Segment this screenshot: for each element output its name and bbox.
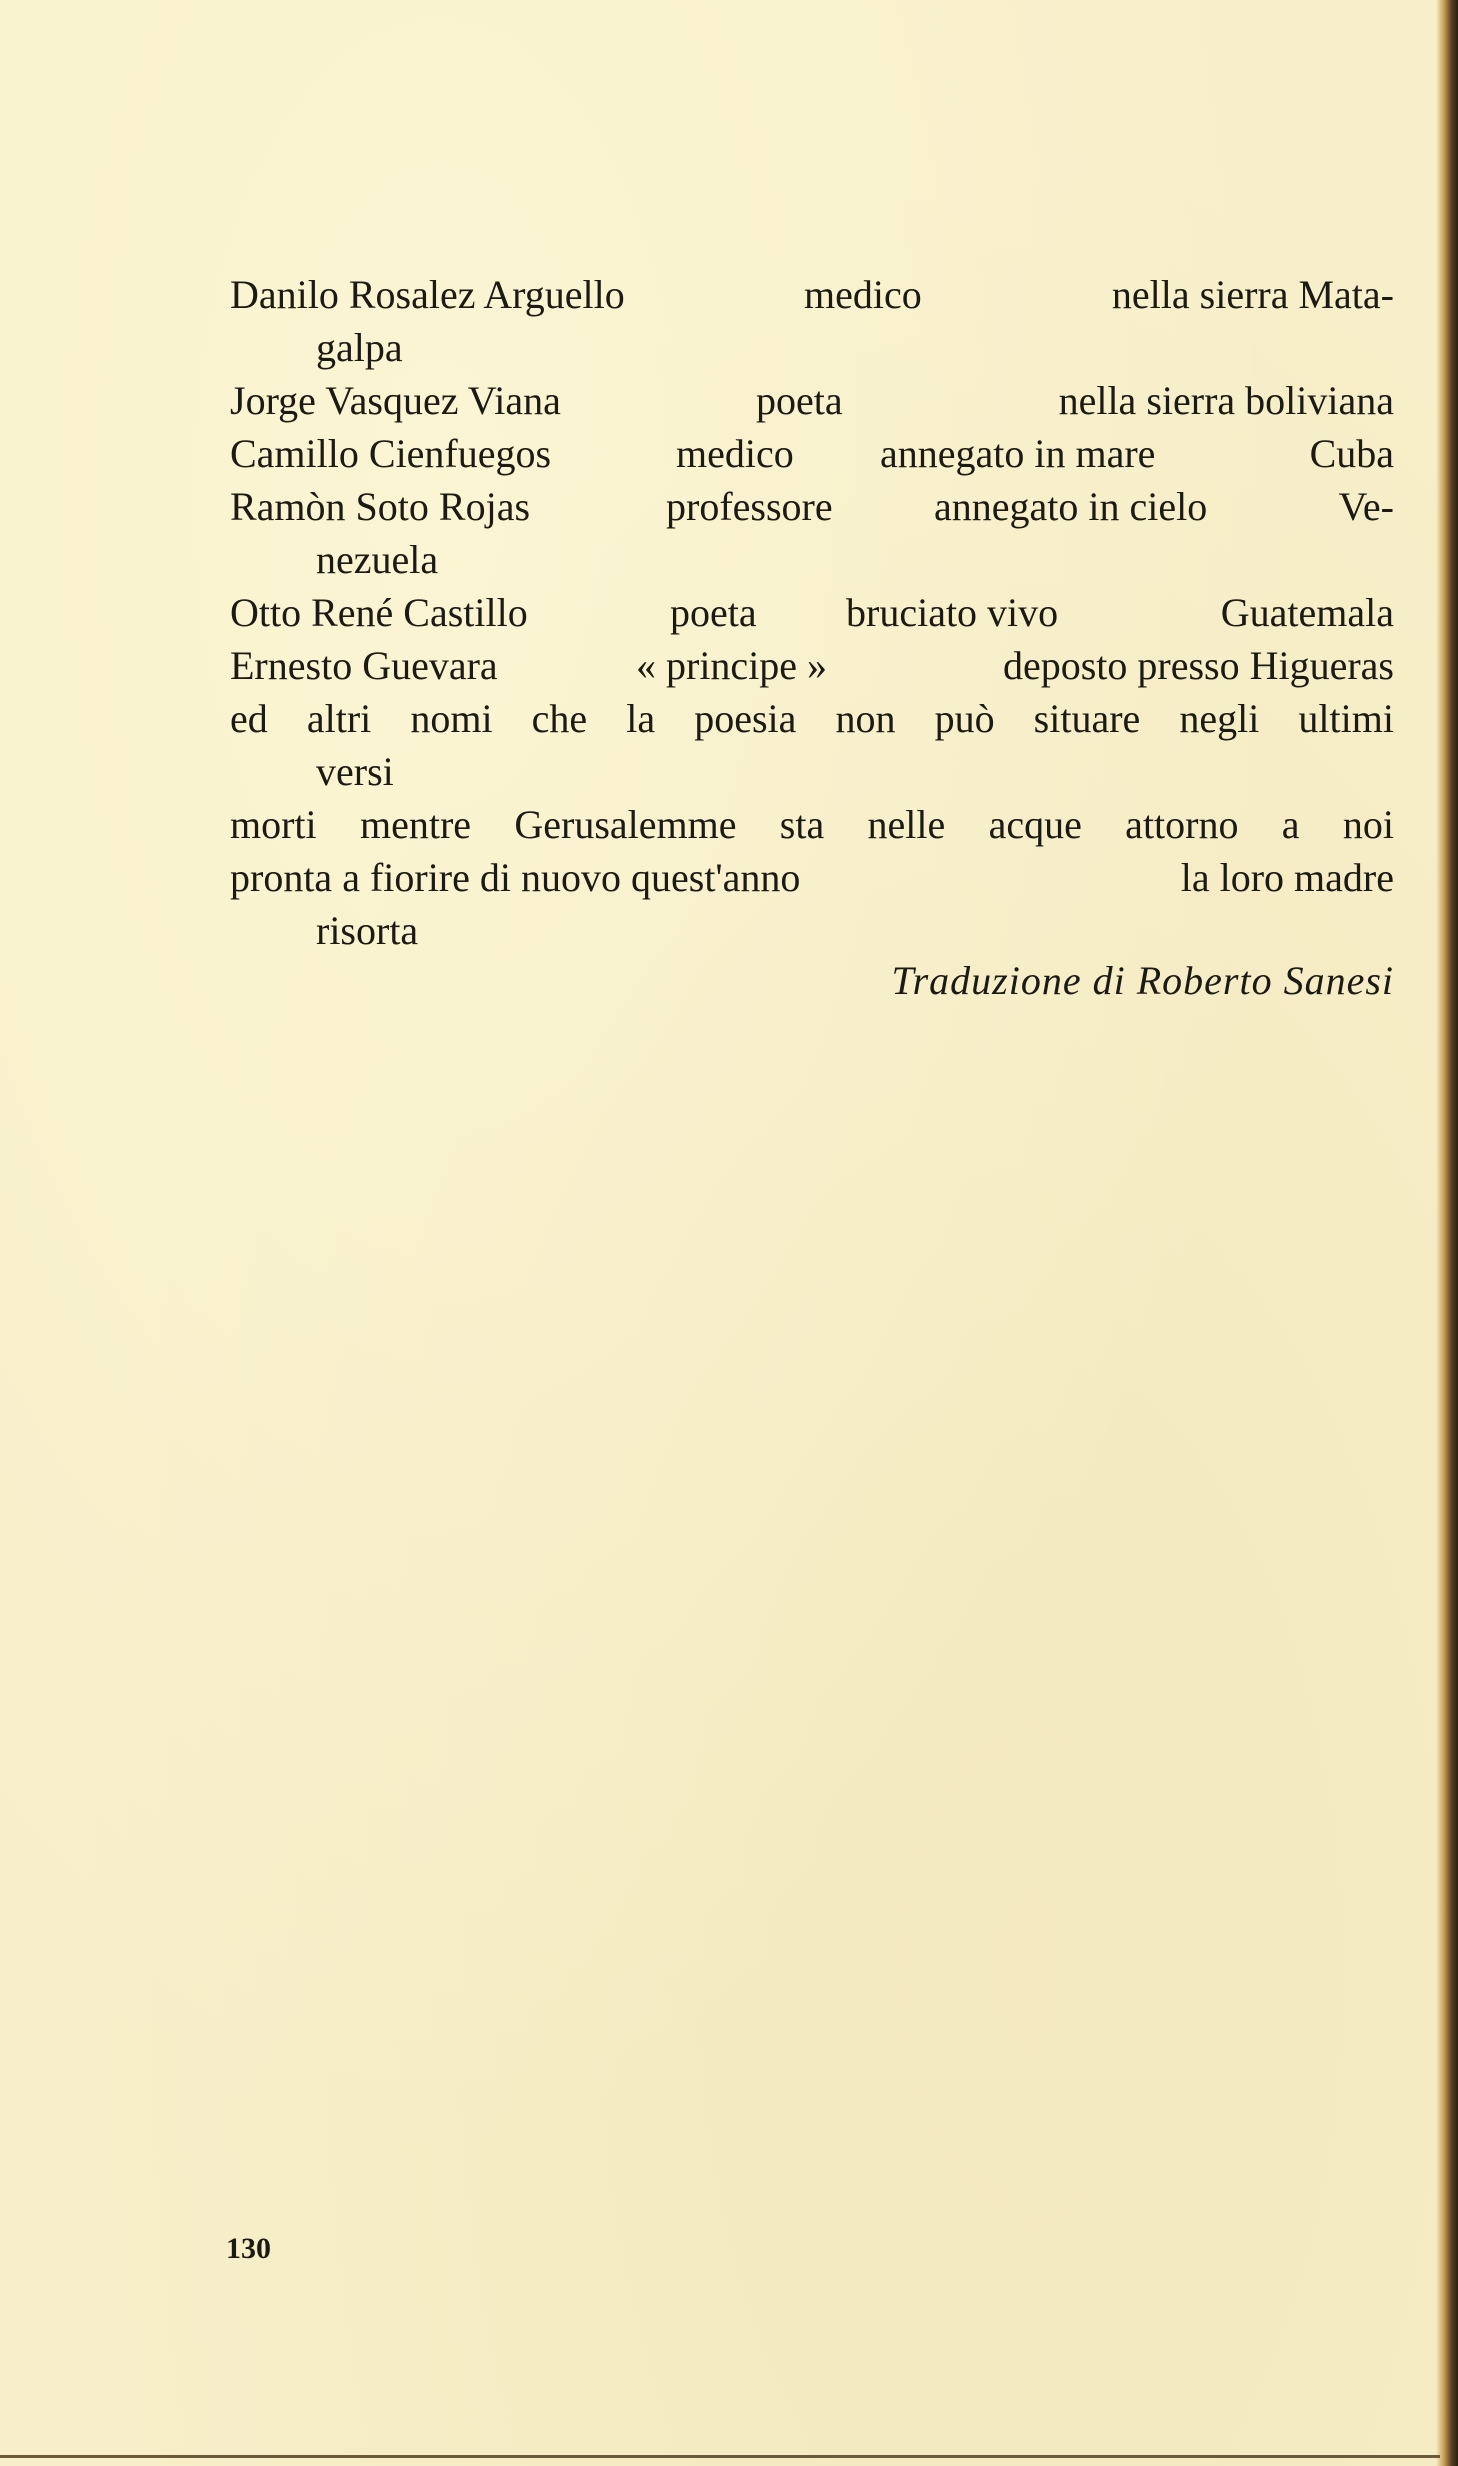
verse-name: Ernesto Guevara	[230, 643, 498, 688]
verse-place: deposto presso Higueras	[1002, 643, 1394, 688]
verse-fate: bruciato vivo	[846, 590, 1059, 635]
verse-role: poeta	[670, 590, 757, 635]
page-number: 130	[226, 2232, 271, 2265]
verse-line	[230, 268, 1394, 321]
verse-name: Camillo Cienfuegos	[230, 431, 552, 476]
verse-role: « principe »	[636, 643, 828, 688]
verse-role: medico	[676, 431, 794, 476]
verse-name: Danilo Rosalez Arguello	[230, 272, 625, 317]
verse-text: pronta a fiorire di nuovo quest'anno	[230, 855, 801, 900]
bottom-edge	[0, 2455, 1440, 2458]
verse-place: Guatemala	[1220, 590, 1394, 635]
verse-line	[230, 480, 1394, 533]
verse-line: ed altri nomi che la poesia non può situare negli ultimi	[230, 696, 1394, 741]
verse-line-continuation: nezuela	[316, 537, 439, 582]
verse-role: professore	[666, 484, 833, 529]
verse-fate: annegato in mare	[880, 431, 1156, 476]
verse-line: morti mentre Gerusalemme sta nelle acque attorno a noi	[230, 802, 1394, 847]
verse-role: medico	[804, 272, 922, 317]
translation-credit: Traduzione di Roberto Sanesi	[891, 958, 1394, 1003]
verse-line	[230, 639, 1394, 692]
verse-line	[230, 851, 1394, 904]
verse-place: nella sierra Mata-	[1111, 272, 1394, 317]
verse-line-continuation: versi	[316, 749, 394, 794]
verse-place: Ve-	[1338, 484, 1394, 529]
verse-line	[230, 586, 1394, 639]
verse-line	[230, 427, 1394, 480]
poem-text	[230, 268, 1394, 957]
verse-text-end: la loro madre	[1180, 855, 1394, 900]
verse-name: Jorge Vasquez Viana	[230, 378, 561, 423]
verse-role: poeta	[756, 378, 843, 423]
verse-line-continuation: risorta	[316, 908, 419, 953]
page-edge	[1436, 0, 1458, 2466]
verse-name: Otto René Castillo	[230, 590, 528, 635]
verse-fate: annegato in cielo	[934, 484, 1208, 529]
verse-place: Cuba	[1309, 431, 1394, 476]
verse-name: Ramòn Soto Rojas	[230, 484, 531, 529]
verse-line-continuation: galpa	[316, 325, 403, 370]
verse-place: nella sierra boliviana	[1058, 378, 1394, 423]
verse-line	[230, 374, 1394, 427]
